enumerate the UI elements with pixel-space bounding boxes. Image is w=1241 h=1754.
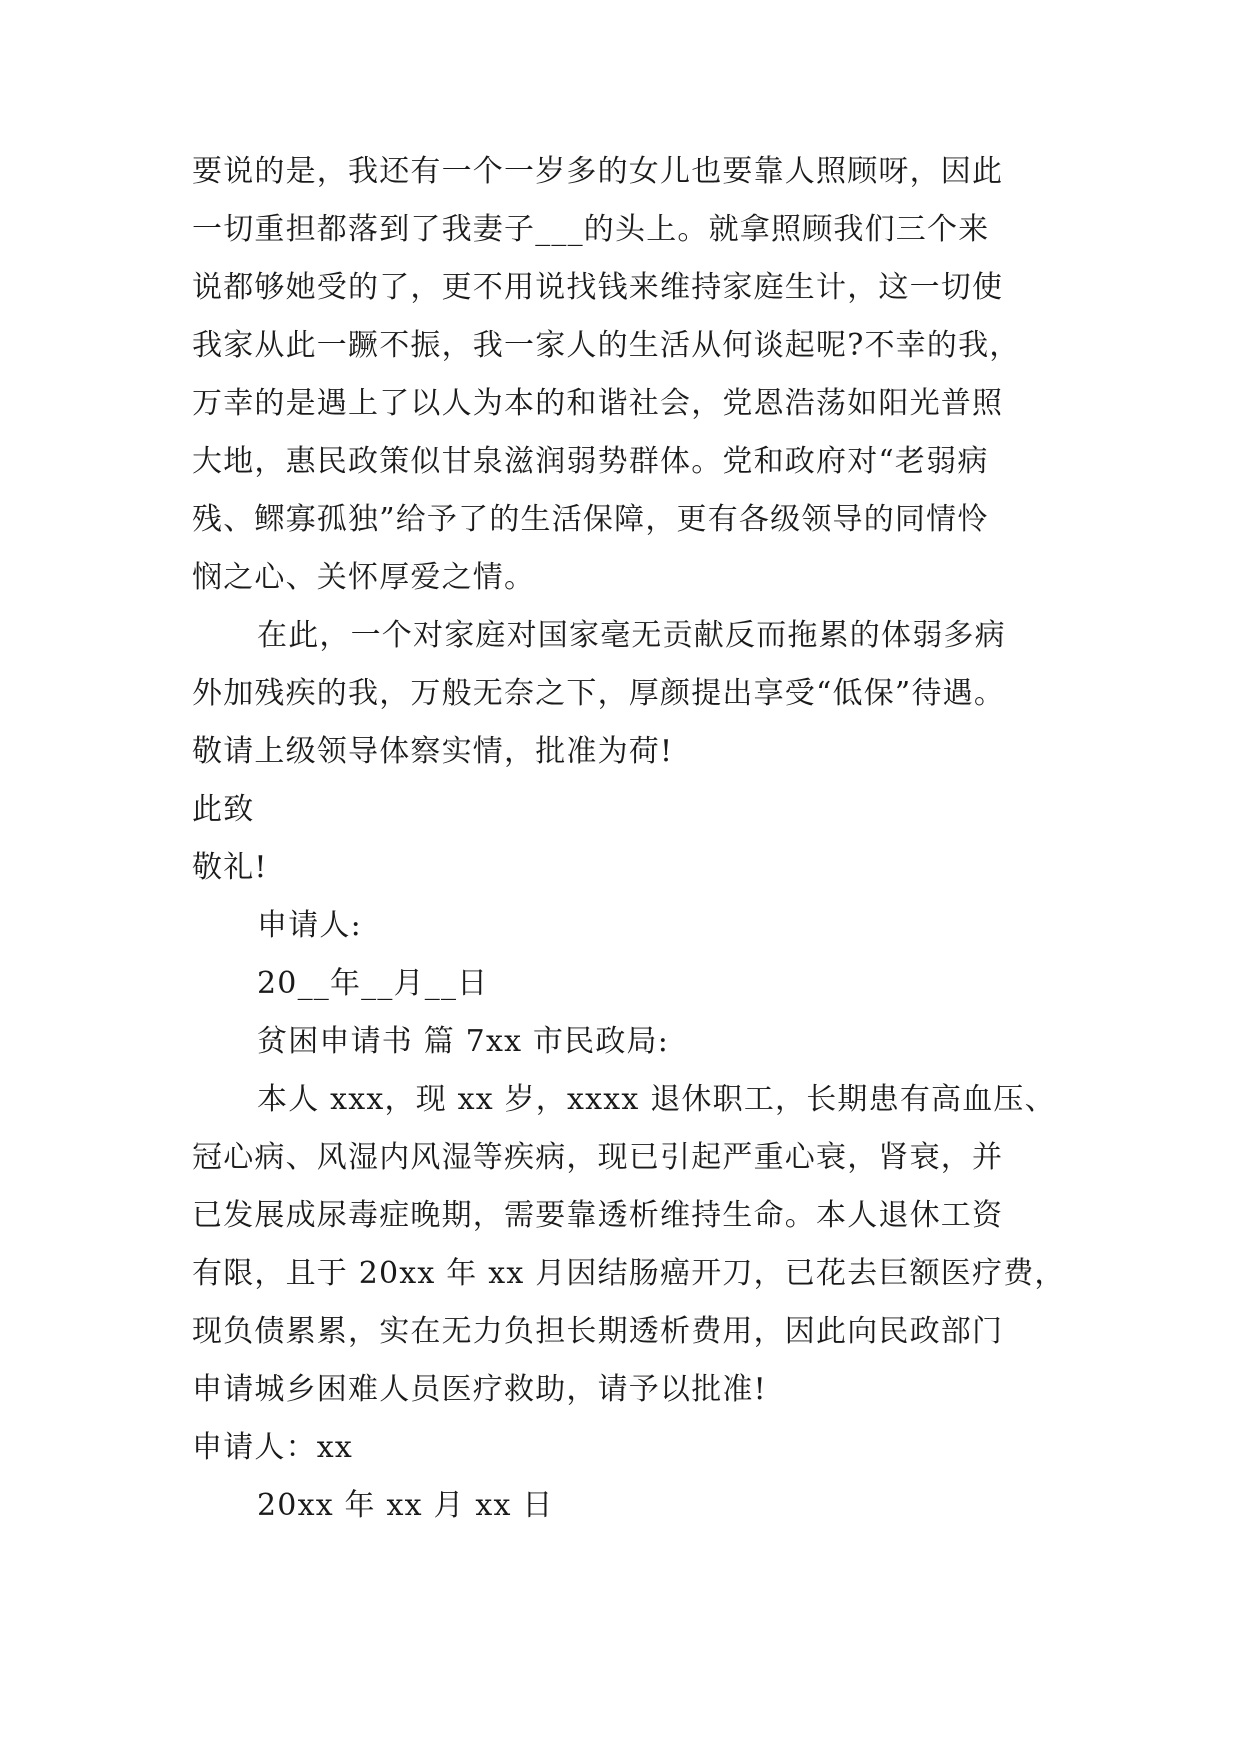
closing-salutation: 此致 [192, 792, 255, 827]
text-line: 大地，惠民政策似甘泉滋润弱势群体。党和政府对“老弱病 [192, 444, 989, 479]
text-line: 万幸的是遇上了以人为本的和谐社会，党恩浩荡如阳光普照 [192, 386, 1004, 421]
applicant-signature: 申请人：xx [192, 1430, 354, 1465]
text-line: 敬请上级领导体察实情，批准为荷! [192, 734, 674, 769]
text-line: 有限，且于 20xx 年 xx 月因结肠癌开刀，已花去巨额医疗费， [192, 1256, 1066, 1291]
date-line: 20xx 年 xx 月 xx 日 [257, 1488, 554, 1523]
date-line: 20__年__月__日 [257, 966, 489, 1001]
applicant-label: 申请人: [257, 908, 362, 943]
text-line: 冠心病、风湿内风湿等疾病，现已引起严重心衰，肾衰，并 [192, 1140, 1004, 1175]
text-line: 悯之心、关怀厚爱之情。 [192, 560, 536, 595]
text-line: 一切重担都落到了我妻子___的头上。就拿照顾我们三个来 [192, 212, 990, 247]
text-line: 外加残疾的我，万般无奈之下，厚颜提出享受“低保”待遇。 [192, 676, 1006, 711]
text-line: 申请城乡困难人员医疗救助，请予以批准! [192, 1372, 767, 1407]
text-line: 残、鳏寡孤独”给予了的生活保障，更有各级领导的同情怜 [192, 502, 989, 537]
text-line: 说都够她受的了，更不用说找钱来维持家庭生计，这一切使 [192, 270, 1004, 305]
text-line: 要说的是，我还有一个一岁多的女儿也要靠人照顾呀，因此 [192, 154, 1004, 189]
text-line: 我家从此一蹶不振，我一家人的生活从何谈起呢?不幸的我， [192, 328, 1021, 363]
section-heading: 贫困申请书 篇 7xx 市民政局: [257, 1024, 670, 1059]
text-line: 现负债累累，实在无力负担长期透析费用，因此向民政部门 [192, 1314, 1004, 1349]
text-line: 在此，一个对家庭对国家毫无贡献反而拖累的体弱多病 [257, 618, 1006, 653]
text-line: 本人 xxx，现 xx 岁，xxxx 退休职工，长期患有高血压、 [257, 1082, 1056, 1117]
text-line: 已发展成尿毒症晚期，需要靠透析维持生命。本人退休工资 [192, 1198, 1004, 1233]
closing-regards: 敬礼! [192, 850, 268, 885]
